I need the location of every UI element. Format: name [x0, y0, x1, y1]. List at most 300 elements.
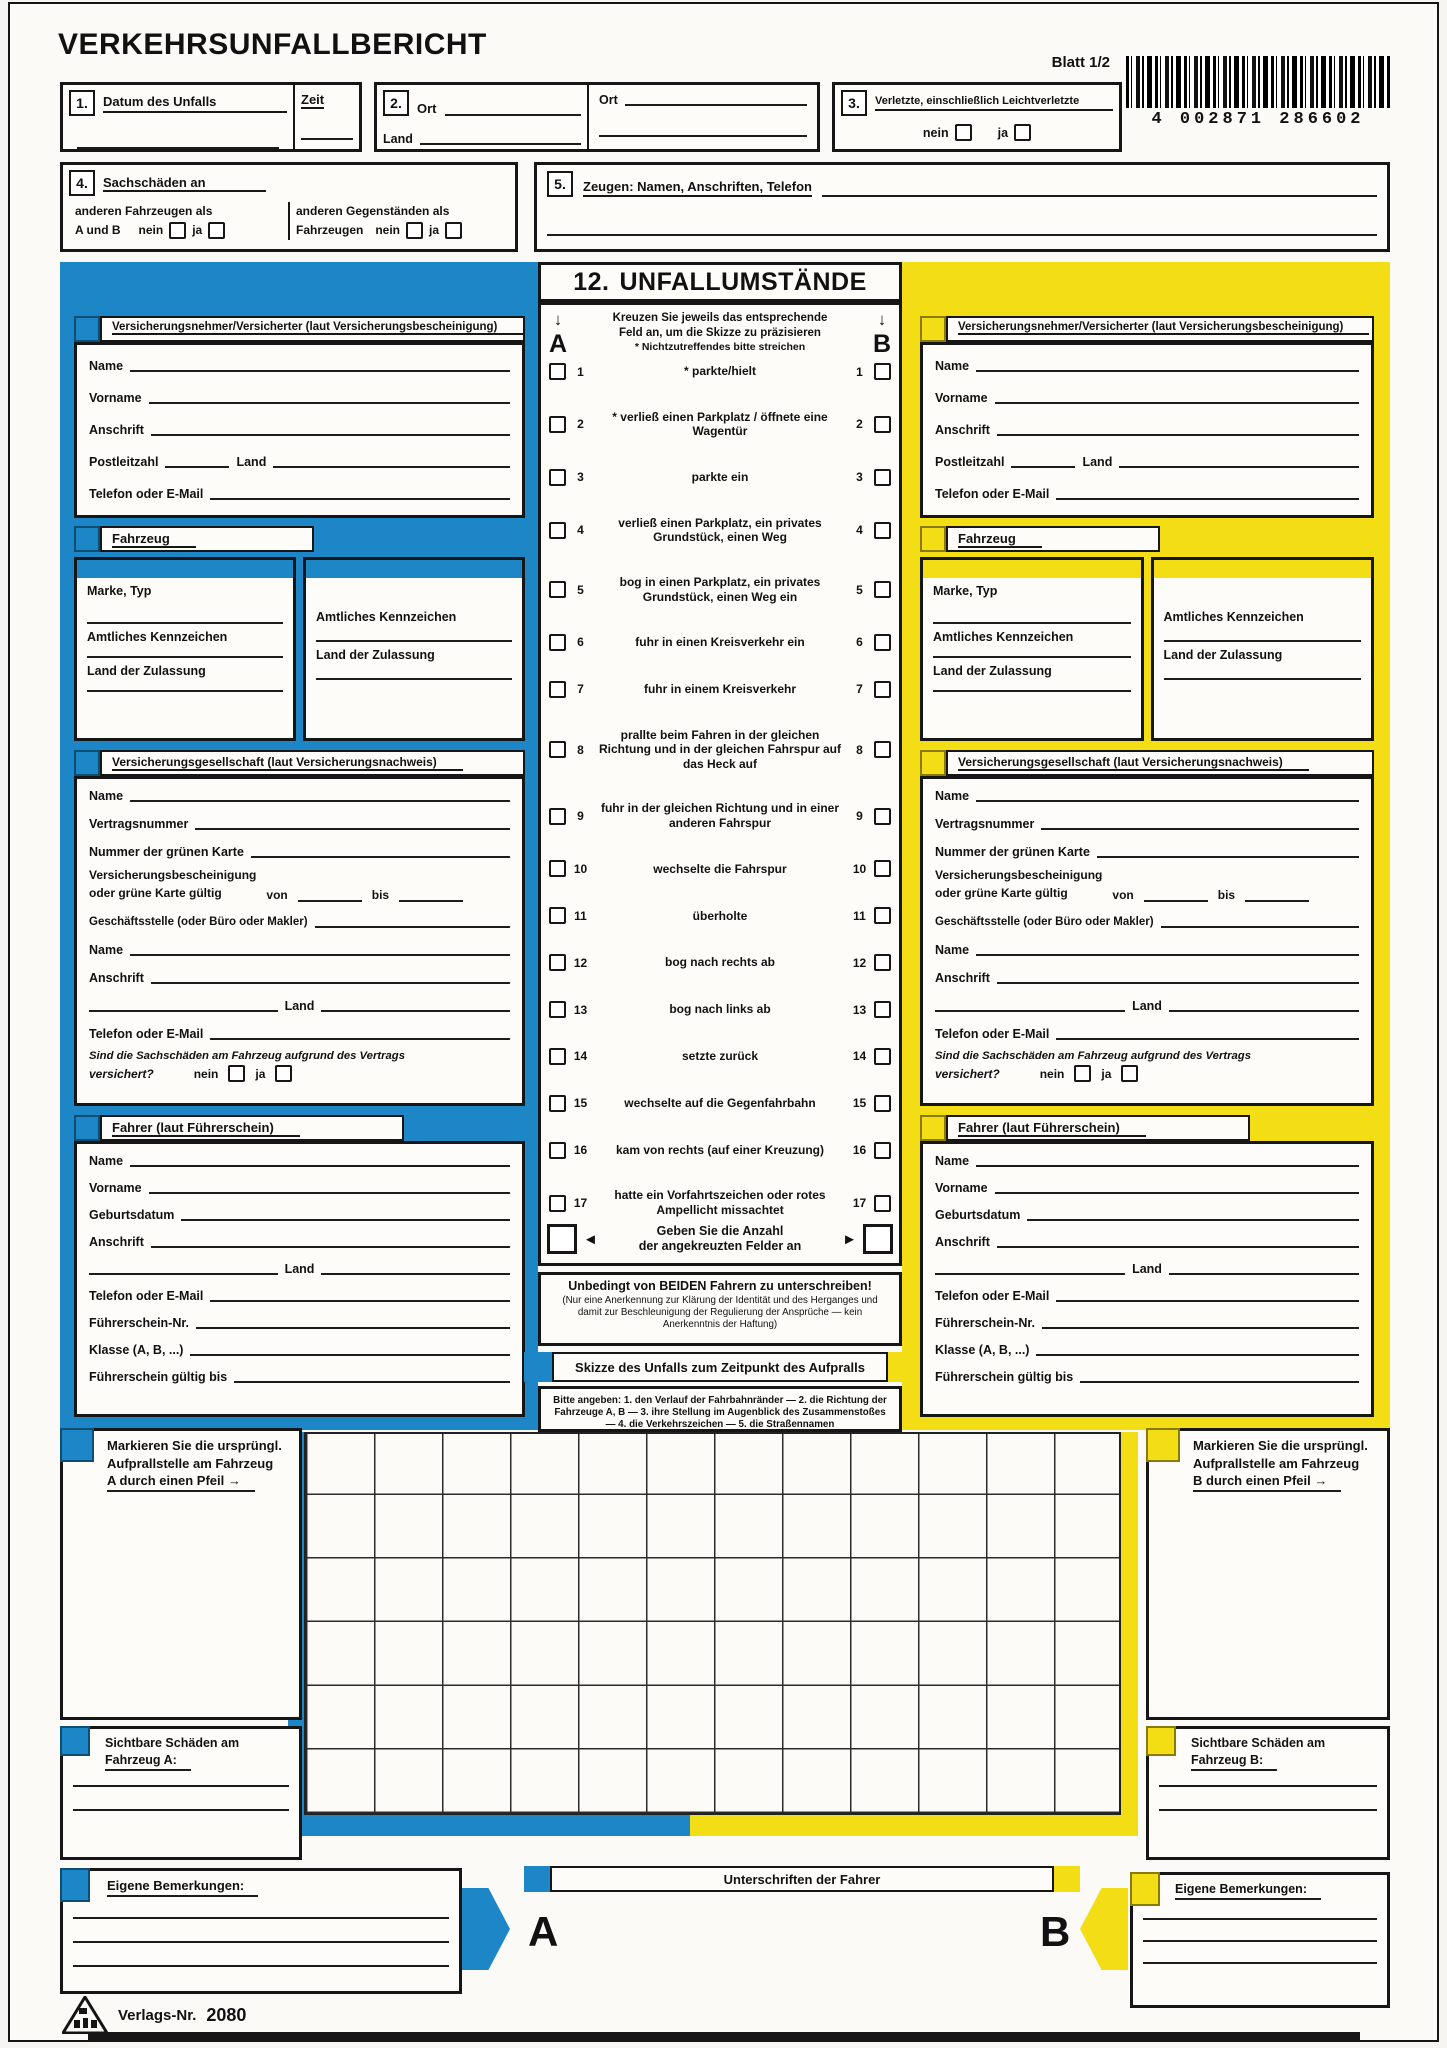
damage-other-objects-no-checkbox[interactable] [406, 222, 423, 239]
zulassung-label: Land der Zulassung [1163, 648, 1283, 662]
b-plz-input[interactable] [1011, 455, 1075, 468]
impact-b-line3: B durch einen Pfeil → [1193, 1472, 1341, 1492]
anschrift-label: Anschrift [935, 422, 990, 437]
item-number: 15 [573, 1096, 588, 1111]
gruene-karte-label: Nummer der grünen Karte [935, 844, 1090, 859]
ja-label: ja [1101, 1066, 1112, 1081]
item-number: 7 [577, 682, 584, 697]
date-input[interactable] [77, 136, 279, 149]
a-trailer-zulassung-input[interactable] [316, 678, 512, 680]
item-number: 5 [577, 582, 584, 597]
impact-point-a-box[interactable] [60, 1428, 302, 1720]
a-plz-input[interactable] [165, 455, 229, 468]
b-circ-13-checkbox[interactable] [874, 1001, 891, 1018]
vorname-label: Vorname [935, 390, 988, 405]
a-zulassung-input[interactable] [87, 690, 283, 692]
b-circ-15-checkbox[interactable] [874, 1095, 891, 1112]
telefon-label: Telefon oder E-Mail [935, 486, 1050, 501]
damage-other-vehicles-no-checkbox[interactable] [169, 222, 186, 239]
section-8b-header [920, 750, 1374, 776]
a-circ-4-checkbox[interactable] [549, 522, 566, 539]
item-number: 5 [856, 582, 863, 597]
circ-item-13 [549, 1001, 891, 1018]
a-circ-16-checkbox[interactable] [549, 1142, 566, 1159]
b-circ-17-checkbox[interactable] [874, 1195, 891, 1212]
circumstance-items [541, 359, 899, 1220]
sketch-grid[interactable] [304, 1432, 1121, 1815]
b-circ-12-checkbox[interactable] [874, 954, 891, 971]
street-input[interactable] [625, 93, 807, 106]
sketch-banner [524, 1352, 916, 1382]
section-9b-chip [920, 1115, 946, 1141]
a-total-box[interactable] [547, 1224, 577, 1254]
item-number: 13 [573, 1002, 588, 1017]
item-text: parkte ein [691, 470, 749, 485]
b-circ-2-checkbox[interactable] [874, 416, 891, 433]
telefon-label: Telefon oder E-Mail [935, 1288, 1050, 1303]
publisher-number: 2080 [206, 2004, 247, 2025]
damage-covered-question-2: versichert? [935, 1066, 1000, 1081]
item-text: setzte zurück [681, 1049, 759, 1064]
a-circ-3-checkbox[interactable] [549, 469, 566, 486]
vertragsnummer-label: Vertragsnummer [89, 816, 189, 831]
geburtsdatum-label: Geburtsdatum [89, 1207, 175, 1222]
zulassung-label: Land der Zulassung [933, 664, 1052, 678]
a-circ-15-checkbox[interactable] [549, 1095, 566, 1112]
visible-damage-b-box [1146, 1726, 1390, 1860]
bescheinigung-label-1: Versicherungsbescheinigung [89, 868, 257, 882]
section-14a-chip [60, 1868, 90, 1902]
b-fs-gueltig-input[interactable] [1080, 1370, 1359, 1383]
ja-label: ja [429, 223, 440, 238]
section-6a-chip [74, 316, 100, 342]
remarks-a-input-1[interactable] [73, 1917, 449, 1919]
sketch-note-text: Bitte angeben: 1. den Verlauf der Fahrbahnränder — 2. die Richtung der Fahrzeuge A, B — 3. ihre Stellung im Augenblick des Zusammenstoßes — 4. die Verkehrszeichen — 5. die Straßennamen [553, 1395, 887, 1431]
a-vertragsnummer-input[interactable] [195, 817, 510, 830]
b-driver-anschrift-input[interactable] [997, 1235, 1359, 1248]
section-7b-header [920, 526, 1160, 552]
a-circ-9-checkbox[interactable] [549, 808, 566, 825]
circ-item-11 [549, 907, 891, 924]
fuehrerschein-nr-label: Führerschein-Nr. [935, 1315, 1036, 1330]
trailer-b-subbar [1154, 560, 1372, 578]
damage-b-input-2[interactable] [1159, 1809, 1377, 1811]
insurer-b-box [920, 776, 1374, 1106]
sketch-banner-title: Skizze des Unfalls zum Zeitpunkt des Aufpralls [552, 1352, 888, 1382]
item-text: * parkte/hielt [683, 364, 757, 379]
b-circ-3-checkbox[interactable] [874, 469, 891, 486]
b-circ-14-checkbox[interactable] [874, 1048, 891, 1065]
circumstances-column [538, 262, 902, 1432]
b-geschaeftsstelle-input[interactable] [1161, 915, 1359, 928]
a-agent-anschrift-input[interactable] [151, 971, 510, 984]
b-covered-yes-checkbox[interactable] [1121, 1065, 1138, 1082]
telefon-label: Telefon oder E-Mail [89, 1026, 204, 1041]
a-driver-anschrift-input-2[interactable] [89, 1262, 278, 1275]
circ-item-10 [549, 860, 891, 877]
impact-a-line1: Markieren Sie die ursprüngl. [107, 1438, 282, 1453]
a-telefon-input[interactable] [210, 487, 510, 500]
circ-item-17 [549, 1188, 891, 1217]
a-geschaeftsstelle-input[interactable] [315, 915, 510, 928]
section-9b-header [920, 1115, 1250, 1141]
a-circ-7-checkbox[interactable] [549, 681, 566, 698]
party-b-column [902, 262, 1390, 1430]
box-injuries [832, 82, 1122, 152]
item-number: 3 [577, 470, 584, 485]
circ-intro-line1: Kreuzen Sie jeweils das entsprechende [612, 312, 828, 324]
damage-covered-question-1: Sind die Sachschäden am Fahrzeug aufgrund des Vertrags [89, 1050, 405, 1062]
impact-b-line2: Aufprallstelle am Fahrzeug [1193, 1455, 1360, 1471]
b-klasse-input[interactable] [1036, 1343, 1359, 1356]
section-14b-chip [1130, 1872, 1160, 1906]
b-trailer-zulassung-input[interactable] [1164, 678, 1362, 680]
time-label: Zeit [301, 92, 325, 107]
item-text: kam von rechts (auf einer Kreuzung) [615, 1142, 825, 1157]
item-text: überholte [692, 908, 748, 923]
land-label: Land [236, 454, 267, 469]
section-5-number: 5. [547, 171, 573, 197]
gruene-karte-label: Nummer der grünen Karte [89, 844, 244, 859]
column-a-letter: A [549, 330, 568, 358]
item-number: 10 [573, 861, 588, 876]
plz-label: Postleitzahl [89, 454, 159, 469]
vehicle-a-title: Fahrzeug [112, 531, 196, 548]
item-number: 8 [856, 742, 863, 757]
fs-gueltig-label: Führerschein gültig bis [89, 1369, 228, 1384]
name-label: Name [89, 358, 124, 373]
grid-bottom-blue-band [304, 1815, 690, 1836]
b-circ-4-checkbox[interactable] [874, 522, 891, 539]
insurer-a-box [74, 776, 525, 1106]
anschrift-label: Anschrift [935, 1234, 990, 1249]
name-label: Name [89, 788, 124, 803]
b-land-input[interactable] [1119, 455, 1359, 468]
circ-item-4 [549, 516, 891, 545]
b-anschrift-input[interactable] [997, 423, 1359, 436]
b-circ-9-checkbox[interactable] [874, 808, 891, 825]
item-number: 6 [856, 635, 863, 650]
item-text: bog nach rechts ab [664, 955, 776, 970]
item-number: 1 [856, 364, 863, 379]
b-agent-name-input[interactable] [976, 943, 1359, 956]
a-name-input[interactable] [130, 359, 510, 372]
b-agent-telefon-input[interactable] [1056, 1027, 1359, 1040]
injuries-no-checkbox[interactable] [955, 124, 972, 141]
section-8b-chip [920, 750, 946, 776]
a-circ-1-checkbox[interactable] [549, 363, 566, 380]
b-driver-name-input[interactable] [976, 1154, 1359, 1167]
von-label: von [266, 888, 288, 902]
down-arrow-icon: ↓ [877, 310, 887, 329]
b-name-input[interactable] [976, 359, 1359, 372]
b-driver-telefon-input[interactable] [1056, 1289, 1359, 1302]
section-7a-chip [74, 526, 100, 552]
item-number: 9 [856, 809, 863, 823]
a-circ-14-checkbox[interactable] [549, 1048, 566, 1065]
section-6b-header [920, 316, 1374, 342]
remarks-b-input-2[interactable] [1143, 1940, 1377, 1942]
damage-a-line1: Sichtbare Schäden am [105, 1736, 240, 1750]
a-circ-11-checkbox[interactable] [549, 907, 566, 924]
land-label: Land [1082, 454, 1113, 469]
circ-intro-note: * Nichtzutreffendes bitte streichen [634, 340, 806, 353]
street-input-2[interactable] [599, 124, 807, 137]
a-driver-geburtsdatum-input[interactable] [181, 1208, 510, 1221]
section-11b-chip [1146, 1726, 1176, 1756]
section-6a-header [74, 316, 525, 342]
insurer-b-title: Versicherungsgesellschaft (laut Versicherungsnachweis) [958, 755, 1309, 771]
von-label: von [1112, 888, 1134, 902]
a-agent-name-input[interactable] [130, 943, 510, 956]
b-gueltig-bis-input[interactable] [1245, 889, 1309, 902]
damage-col2-line1: anderen Gegenständen als [296, 204, 450, 218]
b-circ-8-checkbox[interactable] [874, 741, 891, 758]
bescheinigung-label-2: oder grüne Karte gültig [89, 886, 222, 900]
damage-covered-question-2: versichert? [89, 1066, 154, 1081]
marke-label: Marke, Typ [87, 584, 152, 598]
circ-item-16 [549, 1142, 891, 1159]
a-insurer-name-input[interactable] [130, 789, 510, 802]
nein-label: nein [138, 223, 164, 238]
b-circ-16-checkbox[interactable] [874, 1142, 891, 1159]
nein-label: nein [375, 223, 401, 238]
driver-b-title: Fahrer (laut Führerschein) [958, 1120, 1146, 1137]
barcode [1126, 56, 1390, 129]
b-vertragsnummer-input[interactable] [1041, 817, 1359, 830]
item-number: 16 [573, 1143, 588, 1158]
a-circ-6-checkbox[interactable] [549, 634, 566, 651]
column-b-letter: B [872, 330, 891, 358]
b-telefon-input[interactable] [1056, 487, 1359, 500]
b-agent-anschrift-input[interactable] [997, 971, 1359, 984]
damage-a-input-1[interactable] [73, 1785, 289, 1787]
trailer-b-box [1151, 557, 1375, 741]
circ-item-15 [549, 1095, 891, 1112]
item-text: hatte ein Vorfahrtszeichen oder rotes Ampellicht missachtet [614, 1188, 826, 1217]
klasse-label: Klasse (A, B, ...) [89, 1342, 184, 1357]
remarks-b-input-1[interactable] [1143, 1918, 1377, 1920]
time-input[interactable] [301, 127, 353, 140]
item-text: fuhr in einen Kreisverkehr ein [635, 635, 805, 650]
a-fs-gueltig-input[interactable] [234, 1370, 510, 1383]
section-1-number: 1. [69, 90, 95, 116]
b-driver-land-input[interactable] [1169, 1262, 1359, 1275]
publisher-label: Verlags-Nr. [118, 2006, 197, 2024]
injuries-label: Verletzte, einschließlich Leichtverletzte [875, 95, 1113, 111]
a-fuehrerschein-nr-input[interactable] [196, 1316, 510, 1329]
b-agent-land-input[interactable] [1169, 999, 1359, 1012]
remarks-a-input-2[interactable] [73, 1941, 449, 1943]
a-klasse-input[interactable] [190, 1343, 510, 1356]
circ-item-8 [549, 728, 891, 772]
a-anschrift-input[interactable] [151, 423, 510, 436]
party-a-column [60, 262, 538, 1430]
b-total-box[interactable] [863, 1224, 893, 1254]
b-circ-7-checkbox[interactable] [874, 681, 891, 698]
anschrift-label: Anschrift [89, 422, 144, 437]
trailer-a-subbar [306, 560, 522, 578]
sheet-label: Blatt 1/2 [1051, 54, 1110, 71]
section-10b-chip [1146, 1428, 1180, 1462]
a-agent-land-input[interactable] [321, 999, 510, 1012]
remarks-a-input-3[interactable] [73, 1965, 449, 1967]
signatures-yellow-notch [1054, 1866, 1080, 1892]
b-fuehrerschein-nr-input[interactable] [1042, 1316, 1359, 1329]
circ-item-12 [549, 954, 891, 971]
a-driver-vorname-input[interactable] [149, 1181, 510, 1194]
a-circ-8-checkbox[interactable] [549, 741, 566, 758]
item-number: 17 [852, 1196, 867, 1210]
kennzeichen-label: Amtliches Kennzeichen [87, 630, 228, 644]
item-text: bog nach links ab [669, 1002, 771, 1017]
a-circ-13-checkbox[interactable] [549, 1001, 566, 1018]
bescheinigung-label-2: oder grüne Karte gültig [935, 886, 1068, 900]
item-number: 9 [577, 809, 584, 823]
damage-col1-line1: anderen Fahrzeugen als [75, 204, 213, 218]
geschaeftsstelle-label: Geschäftsstelle (oder Büro oder Makler) [935, 915, 1154, 928]
section-6b-chip [920, 316, 946, 342]
remarks-b-input-3[interactable] [1143, 1962, 1377, 1964]
item-number: 4 [577, 523, 584, 538]
a-driver-telefon-input[interactable] [210, 1289, 510, 1302]
name-label: Name [935, 942, 970, 957]
land-label: Land [1132, 998, 1162, 1013]
item-number: 2 [856, 417, 863, 432]
b-insurer-name-input[interactable] [976, 789, 1359, 802]
a-covered-no-checkbox[interactable] [228, 1065, 245, 1082]
section-10a-chip [60, 1428, 94, 1462]
circ-item-9 [549, 801, 891, 830]
vehicle-b-subbar [923, 560, 1141, 578]
damage-b-input-1[interactable] [1159, 1785, 1377, 1787]
item-number: 14 [573, 1049, 588, 1064]
b-zulassung-input[interactable] [933, 690, 1131, 692]
circ-item-1 [549, 363, 891, 380]
a-vorname-input[interactable] [149, 391, 510, 404]
a-circ-5-checkbox[interactable] [549, 581, 566, 598]
item-number: 15 [852, 1096, 867, 1111]
witnesses-input-1[interactable] [822, 184, 1377, 197]
a-circ-17-checkbox[interactable] [549, 1195, 566, 1212]
bescheinigung-label-1: Versicherungsbescheinigung [935, 868, 1103, 882]
a-covered-yes-checkbox[interactable] [275, 1065, 292, 1082]
b-driver-anschrift-input-2[interactable] [935, 1262, 1125, 1275]
policyholder-b-title: Versicherungsnehmer/Versicherter (laut Versicherungsbescheinigung) [958, 321, 1369, 335]
a-agent-anschrift-input-2[interactable] [89, 999, 278, 1012]
b-covered-no-checkbox[interactable] [1074, 1065, 1091, 1082]
barcode-number: 4 002871 286602 [1151, 110, 1365, 129]
geschaeftsstelle-label: Geschäftsstelle (oder Büro oder Makler) [89, 915, 308, 928]
item-number: 8 [577, 742, 584, 757]
box-material-damage [60, 162, 518, 252]
b-gruene-karte-input[interactable] [1097, 845, 1359, 858]
damage-covered-question-1: Sind die Sachschäden am Fahrzeug aufgrund des Vertrags [935, 1050, 1251, 1062]
injuries-yes-checkbox[interactable] [1014, 124, 1031, 141]
vertragsnummer-label: Vertragsnummer [935, 816, 1035, 831]
b-circ-6-checkbox[interactable] [874, 634, 891, 651]
driver-a-box [74, 1141, 525, 1417]
vorname-label: Vorname [935, 1180, 988, 1195]
b-agent-anschrift-input-2[interactable] [935, 999, 1125, 1012]
circumstances-title: UNFALLUMSTÄNDE [619, 267, 867, 296]
item-text: fuhr in einem Kreisverkehr [643, 682, 797, 696]
ort-input[interactable] [445, 103, 582, 116]
damage-other-objects-yes-checkbox[interactable] [445, 222, 462, 239]
witnesses-input-2[interactable] [547, 223, 1377, 236]
anschrift-label: Anschrift [89, 970, 144, 985]
signatures-title: Unterschriften der Fahrer [550, 1866, 1054, 1892]
b-driver-geburtsdatum-input[interactable] [1027, 1208, 1359, 1221]
section-2-number: 2. [383, 90, 409, 116]
zulassung-label: Land der Zulassung [87, 664, 206, 678]
a-gueltig-bis-input[interactable] [399, 889, 463, 902]
kennzeichen-label: Amtliches Kennzeichen [316, 610, 457, 624]
a-gruene-karte-input[interactable] [251, 845, 510, 858]
sketch-note-box [538, 1386, 902, 1432]
bottom-bar [88, 2032, 1360, 2041]
damage-a-input-2[interactable] [73, 1809, 289, 1811]
b-circ-5-checkbox[interactable] [874, 581, 891, 598]
a-driver-anschrift-input[interactable] [151, 1235, 510, 1248]
impact-a-line3: A durch einen Pfeil → [107, 1472, 255, 1492]
date-of-accident-label: Datum des Unfalls [103, 94, 287, 113]
name-label: Name [935, 1153, 970, 1168]
circumstances-title-box [538, 262, 902, 302]
a-gueltig-von-input[interactable] [298, 889, 362, 902]
page-title: VERKEHRSUNFALLBERICHT [58, 28, 487, 61]
policyholder-a-box [74, 342, 525, 518]
ja-label: ja [255, 1066, 266, 1081]
a-agent-telefon-input[interactable] [210, 1027, 510, 1040]
a-land-input[interactable] [273, 455, 510, 468]
b-circ-1-checkbox[interactable] [874, 363, 891, 380]
a-driver-land-input[interactable] [321, 1262, 510, 1275]
item-number: 11 [853, 908, 866, 923]
b-driver-vorname-input[interactable] [995, 1181, 1359, 1194]
box-location [374, 82, 820, 152]
a-circ-2-checkbox[interactable] [549, 416, 566, 433]
b-vorname-input[interactable] [995, 391, 1359, 404]
damage-other-vehicles-yes-checkbox[interactable] [208, 222, 225, 239]
publisher-logo [62, 1996, 108, 2034]
land-label: Land [284, 1261, 315, 1276]
circ-item-2 [549, 410, 891, 439]
insurer-a-title: Versicherungsgesellschaft (laut Versicherungsnachweis) [112, 755, 463, 771]
bis-label: bis [1217, 888, 1236, 902]
b-circ-10-checkbox[interactable] [874, 860, 891, 877]
land-label: Land [1132, 1261, 1162, 1276]
name-label: Name [935, 788, 970, 803]
a-circ-12-checkbox[interactable] [549, 954, 566, 971]
b-circ-11-checkbox[interactable] [874, 907, 891, 924]
policyholder-a-title: Versicherungsnehmer/Versicherter (laut Versicherungsbescheinigung) [112, 321, 523, 335]
circ-item-14 [549, 1048, 891, 1065]
section-7b-chip [920, 526, 946, 552]
a-driver-name-input[interactable] [130, 1154, 510, 1167]
item-number: 10 [852, 861, 867, 876]
ort-label-2: Ort [599, 92, 618, 107]
signatures-banner [524, 1866, 1080, 1892]
b-gueltig-von-input[interactable] [1144, 889, 1208, 902]
land-input[interactable] [420, 132, 581, 145]
item-number: 14 [852, 1049, 867, 1064]
impact-point-b-box[interactable] [1146, 1428, 1390, 1720]
box-date [60, 82, 362, 152]
policyholder-b-box [920, 342, 1374, 518]
a-circ-10-checkbox[interactable] [549, 860, 566, 877]
kennzeichen-label: Amtliches Kennzeichen [933, 630, 1074, 644]
